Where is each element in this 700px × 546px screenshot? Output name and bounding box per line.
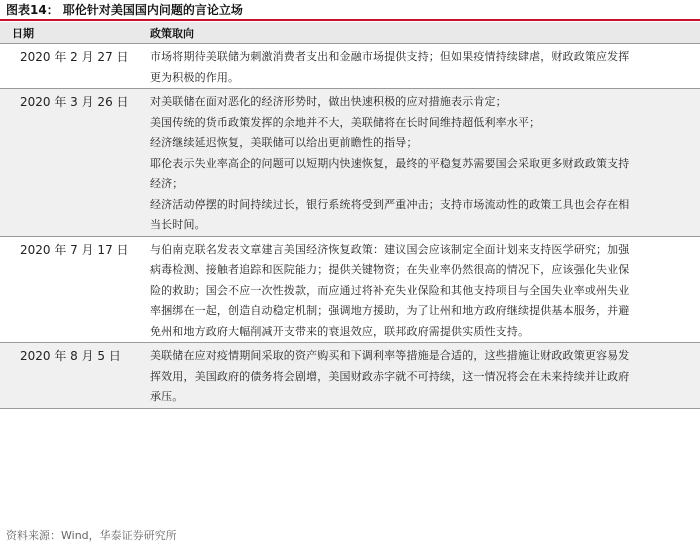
figure-title: 图表14： 耶伦针对美国国内问题的言论立场 [6,3,243,17]
content-line: 挥效用，美国政府的债务将会剧增，美国财政赤字就不可持续，这一情况将会在未来持续并让政府 [150,369,630,383]
row-date: 2020 年 8 月 5 日 [20,349,121,363]
row-content [150,44,695,88]
table-row [0,237,700,344]
content-line: 美联储在应对疫情期间采取的资产购买和下调利率等措施是合适的，这些措施让财政政策更容易发 [150,349,630,362]
table-header [0,22,700,44]
content-line: 率捆绑在一起，创造自动稳定机制；强调地方援助，为了让州和地方政府继续提供基本服务，并避 [150,304,630,317]
source-note: 资料来源：Wind，华泰证券研究所 [6,529,177,542]
table-body [0,44,700,409]
row-content [150,89,695,236]
header-date: 日期 [12,27,34,40]
row-date: 2020 年 3 月 26 日 [20,95,129,109]
policy-table [0,22,700,409]
content-line: 险的救助；国会不应一次性拨款，而应通过将补充失业保险和其他支持项目与全国失业率或州失业 [150,283,630,297]
title-rule [0,19,700,21]
content-line: 承压。 [150,390,184,403]
content-line: 更为积极的作用。 [150,70,240,84]
content-line: 经济； [150,177,184,190]
content-line: 市场将期待美联储为刺激消费者支出和金融市场提供支持；但如果疫情持续肆虐，财政政策应发挥 [150,50,630,63]
content-line: 当长时间。 [150,218,206,231]
table-row [0,343,700,409]
row-content [150,237,695,343]
header-content: 政策取向 [150,27,194,40]
table-row [0,44,700,89]
content-line: 耶伦表示失业率高企的问题可以短期内快速恢复，最终的平稳复苏需要国会采取更多财政政策支持 [150,156,630,170]
row-content [150,343,695,408]
content-line: 免州和地方政府大幅削减开支带来的衰退效应，联邦政府需提供实质性支持。 [150,324,530,338]
row-date: 2020 年 7 月 17 日 [20,242,129,257]
table-row [0,89,700,237]
content-line: 经济活动停摆的时间持续过长，银行系统将受到严重冲击；支持市场流动性的政策工具也会存在相 [150,197,630,211]
row-date: 2020 年 2 月 27 日 [20,50,129,64]
content-line: 与伯南克联名发表文章建言美国经济恢复政策：建议国会应该制定全面计划来支持医学研究；加强 [150,242,630,256]
content-line: 美国传统的货币政策发挥的余地并不大，美联储将在长时间维持超低利率水平； [150,115,541,129]
content-line: 对美联储在面对恶化的经济形势时，做出快速积极的应对措施表示肯定； [150,95,507,108]
content-line: 病毒检测、接触者追踪和医院能力；提供关键物资；在失业率仍然很高的情况下，应该强化失业保 [150,263,630,276]
content-line: 经济继续延迟恢复，美联储可以给出更前瞻性的指导； [150,136,418,149]
